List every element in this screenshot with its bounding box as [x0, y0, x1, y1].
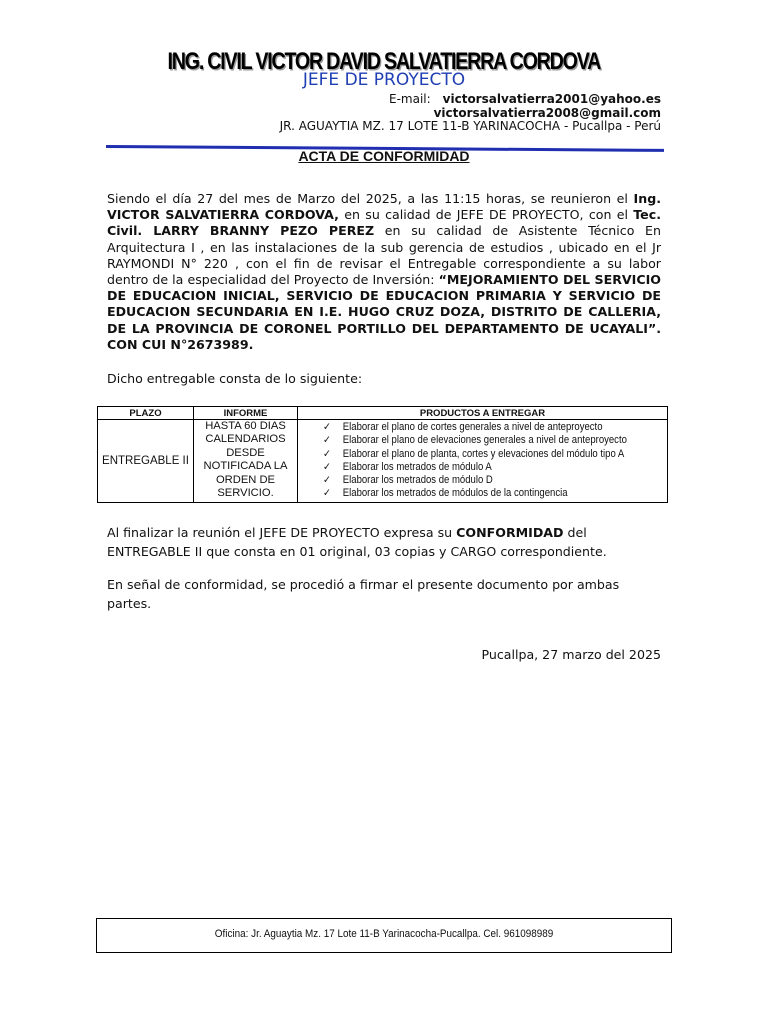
conclusion-bold: CONFORMIDAD [456, 525, 564, 540]
list-item [323, 474, 633, 487]
intro-bold-engineer: Ing. VICTOR SALVATIERRA CORDOVA, [107, 191, 661, 223]
list-item [323, 487, 633, 500]
check-icon: ✓ [323, 460, 332, 473]
list-item [323, 461, 633, 474]
check-icon: ✓ [323, 434, 332, 447]
header-plazo: PLAZO [98, 407, 194, 420]
list-item [323, 448, 633, 461]
email-primary: victorsalvatierra2001@yahoo.es [442, 92, 661, 106]
conclusion-text-1: Al finalizar la reunión el JEFE DE PROYECTO expresa su [107, 525, 457, 540]
header-informe: INFORME [194, 407, 298, 420]
letterhead-address: JR. AGUAYTIA MZ. 17 LOTE 11-B YARINACOCHA - Pucallpa - Perú [279, 119, 661, 133]
header-productos: PRODUCTOS A ENTREGAR [298, 407, 668, 420]
email-label: E-mail: [389, 92, 431, 106]
product-text: Elaborar los metrados de módulo D [342, 474, 493, 487]
letterhead-name: ING. CIVIL VICTOR DAVID SALVATIERRA CORDOVA [167, 48, 601, 75]
place-date: Pucallpa, 27 marzo del 2025 [481, 647, 661, 662]
table-intro: Dicho entregable consta de lo siguiente: [107, 371, 363, 386]
cell-plazo: ENTREGABLE II [98, 420, 194, 503]
intro-paragraph [107, 191, 661, 353]
table-row [98, 420, 668, 503]
table-header-row [98, 407, 668, 420]
footer-box [96, 918, 672, 953]
intro-text-3: en su calidad de Asistente Técnico En Arquitectura I , en las instalaciones de la sub gerencia de estudios , ubicado en el Jr RAYMONDI N° 220 , con el fin de revisar el Entregable correspondiente a su labor dentro de la especialidad del Proyecto de Inversión: [107, 223, 661, 288]
product-text: Elaborar los metrados de módulo A [342, 460, 492, 473]
list-item [323, 434, 633, 447]
cell-informe: HASTA 60 DIAS CALENDARIOS DESDE NOTIFICADA LA ORDEN DE SERVICIO. [194, 420, 298, 503]
email-secondary: victorsalvatierra2008@gmail.com [433, 106, 661, 120]
intro-text-1: Siendo el día 27 del mes de Marzo del 2025, a las 11:15 horas, se reunieron el [107, 191, 634, 206]
check-icon: ✓ [323, 487, 332, 500]
products-list [298, 420, 667, 502]
check-icon: ✓ [323, 474, 332, 487]
conclusion-paragraph [107, 523, 667, 561]
check-icon: ✓ [323, 421, 332, 433]
document-title: ACTA DE CONFORMIDAD [298, 148, 470, 164]
intro-text-2: en su calidad de JEFE DE PROYECTO, con el [338, 207, 634, 223]
signoff-paragraph: En señal de conformidad, se procedió a firmar el presente documento por ambas partes. [107, 577, 620, 611]
footer-office: Oficina: Jr. Aguaytia Mz. 17 Lote 11-B Yarinacocha-Pucallpa. Cel. 961098989 [214, 928, 554, 940]
product-text: Elaborar el plano de elevaciones generales a nivel de anteproyecto [342, 434, 627, 447]
deliverables-table [97, 406, 668, 503]
product-text: Elaborar el plano de planta, cortes y elevaciones del módulo tipo A [342, 447, 625, 460]
intro-bold-project: “MEJORAMIENTO DEL SERVICIO DE EDUCACION INICIAL, SERVICIO DE EDUCACION PRIMARIA Y SERVICIO DE EDUCACION SECUNDARIA EN I.E. HUGO CRUZ DOZA, DISTRITO DE CALLERIA, DE LA PROVINCIA DE CORONEL PORTILLO DEL DEPARTAMENTO DE UCAYALI”. CON CUI N°2673989. [107, 272, 661, 352]
conclusion-text-2: del ENTREGABLE II que consta en 01 original, 03 copias y CARGO correspondiente. [107, 525, 607, 559]
list-item [323, 421, 633, 434]
letterhead-role: JEFE DE PROYECTO [302, 70, 466, 90]
cell-productos [298, 420, 668, 503]
check-icon: ✓ [323, 447, 332, 460]
product-text: Elaborar los metrados de módulos de la contingencia [342, 487, 568, 500]
product-text: Elaborar el plano de cortes generales a nivel de anteproyecto [342, 421, 603, 433]
intro-bold-technician: Tec. Civil. LARRY BRANNY PEZO PEREZ [107, 207, 661, 239]
